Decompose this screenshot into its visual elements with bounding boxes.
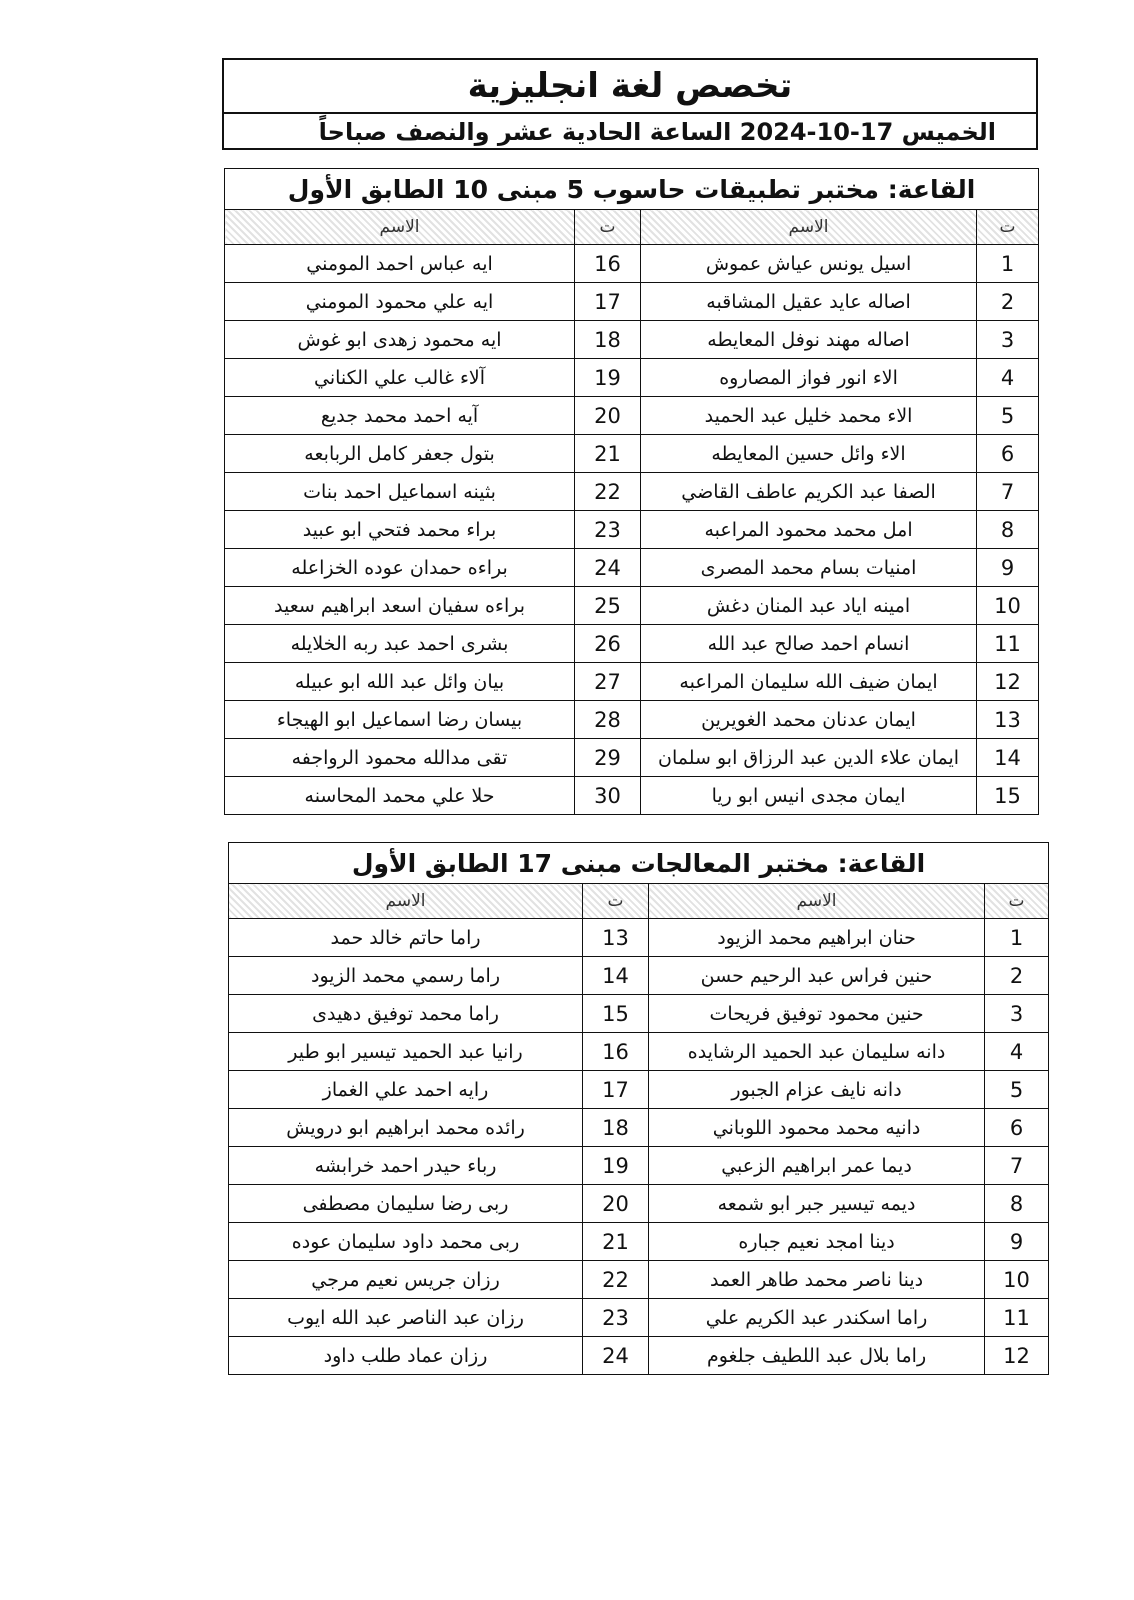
student-number: 20 (583, 1185, 649, 1223)
student-number: 7 (985, 1147, 1049, 1185)
table-row (229, 1223, 1049, 1261)
column-header-number: ت (583, 884, 649, 919)
student-number: 30 (575, 777, 641, 815)
student-name: دينا ناصر محمد طاهر العمد (649, 1261, 985, 1299)
table-row (225, 701, 1039, 739)
table-row (225, 777, 1039, 815)
column-header-number: ت (575, 210, 641, 245)
student-name: رايه احمد علي الغماز (229, 1071, 583, 1109)
table-row (229, 1071, 1049, 1109)
table-row (225, 549, 1039, 587)
student-name: ديمه تيسير جبر ابو شمعه (649, 1185, 985, 1223)
student-number: 8 (985, 1185, 1049, 1223)
student-number: 14 (583, 957, 649, 995)
student-number: 12 (977, 663, 1039, 701)
student-number: 14 (977, 739, 1039, 777)
table-row (225, 625, 1039, 663)
student-name: راما رسمي محمد الزيود (229, 957, 583, 995)
student-name: اسيل يونس عياش عموش (641, 245, 977, 283)
student-name: آلاء غالب علي الكناني (225, 359, 575, 397)
student-name: رزان جريس نعيم مرجي (229, 1261, 583, 1299)
student-number: 7 (977, 473, 1039, 511)
table-row (229, 1299, 1049, 1337)
student-number: 13 (583, 919, 649, 957)
table-row (229, 1147, 1049, 1185)
student-number: 19 (583, 1147, 649, 1185)
student-number: 3 (977, 321, 1039, 359)
student-number: 21 (583, 1223, 649, 1261)
table-row (229, 1185, 1049, 1223)
student-number: 20 (575, 397, 641, 435)
student-name: بتول جعفر كامل الربابعه (225, 435, 575, 473)
student-name: براءه حمدان عوده الخزاعله (225, 549, 575, 587)
student-name: ربى رضا سليمان مصطفى (229, 1185, 583, 1223)
student-name: دانيه محمد محمود اللوباني (649, 1109, 985, 1147)
column-header-number: ت (985, 884, 1049, 919)
student-number: 18 (583, 1109, 649, 1147)
student-name: حلا علي محمد المحاسنه (225, 777, 575, 815)
table-row (225, 739, 1039, 777)
table-row (229, 995, 1049, 1033)
student-number: 6 (977, 435, 1039, 473)
student-number: 23 (575, 511, 641, 549)
student-name: الاء وائل حسين المعايطه (641, 435, 977, 473)
student-name: راما بلال عبد اللطيف جلغوم (649, 1337, 985, 1375)
student-name: ايمان ضيف الله سليمان المراعبه (641, 663, 977, 701)
student-number: 11 (985, 1299, 1049, 1337)
table-row (225, 663, 1039, 701)
student-name: آيه احمد محمد جديع (225, 397, 575, 435)
student-number: 21 (575, 435, 641, 473)
student-number: 10 (985, 1261, 1049, 1299)
room-table-2 (228, 842, 1049, 1375)
table-row (225, 587, 1039, 625)
student-name: بيسان رضا اسماعيل ابو الهيجاء (225, 701, 575, 739)
student-name: ايمان مجدى انيس ابو ريا (641, 777, 977, 815)
student-name: اصاله عايد عقيل المشاقبه (641, 283, 977, 321)
table-row (229, 1261, 1049, 1299)
student-name: الاء انور فواز المصاروه (641, 359, 977, 397)
student-name: حنين فراس عبد الرحيم حسن (649, 957, 985, 995)
column-header-name: الاسم (225, 210, 575, 245)
table-row (229, 957, 1049, 995)
student-name: دانه نايف عزام الجبور (649, 1071, 985, 1109)
student-number: 9 (977, 549, 1039, 587)
exam-header (222, 58, 1038, 150)
student-name: حنين محمود توفيق فريحات (649, 995, 985, 1033)
student-number: 17 (583, 1071, 649, 1109)
student-name: ايمان عدنان محمد الغويرين (641, 701, 977, 739)
column-header-name: الاسم (641, 210, 977, 245)
student-name: راما حاتم خالد حمد (229, 919, 583, 957)
room-title: القاعة: مختبر المعالجات مبنى 17 الطابق الأول (229, 843, 1049, 884)
student-name: راما محمد توفيق دهيدى (229, 995, 583, 1033)
table-row (229, 1109, 1049, 1147)
student-name: ايه عباس احمد المومني (225, 245, 575, 283)
student-name: انسام احمد صالح عبد الله (641, 625, 977, 663)
student-number: 17 (575, 283, 641, 321)
student-name: بشرى احمد عبد ربه الخلايله (225, 625, 575, 663)
page-title: تخصص لغة انجليزية (224, 60, 1036, 114)
table-row (225, 359, 1039, 397)
student-name: ربى محمد داود سليمان عوده (229, 1223, 583, 1261)
student-number: 6 (985, 1109, 1049, 1147)
table-row (229, 1337, 1049, 1375)
student-name: رباء حيدر احمد خرابشه (229, 1147, 583, 1185)
table-row (225, 511, 1039, 549)
student-number: 4 (985, 1033, 1049, 1071)
student-number: 13 (977, 701, 1039, 739)
student-name: رانيا عبد الحميد تيسير ابو طير (229, 1033, 583, 1071)
student-number: 1 (977, 245, 1039, 283)
student-number: 27 (575, 663, 641, 701)
student-name: رزان عماد طلب داود (229, 1337, 583, 1375)
student-number: 28 (575, 701, 641, 739)
student-number: 23 (583, 1299, 649, 1337)
student-number: 15 (977, 777, 1039, 815)
student-number: 12 (985, 1337, 1049, 1375)
student-name: تقى مدالله محمود الرواجفه (225, 739, 575, 777)
student-name: دينا امجد نعيم جباره (649, 1223, 985, 1261)
student-number: 26 (575, 625, 641, 663)
table-row (229, 919, 1049, 957)
column-header-name: الاسم (229, 884, 583, 919)
room-title: القاعة: مختبر تطبيقات حاسوب 5 مبنى 10 الطابق الأول (225, 169, 1039, 210)
student-name: دانه سليمان عبد الحميد الرشايده (649, 1033, 985, 1071)
student-number: 2 (985, 957, 1049, 995)
student-number: 5 (977, 397, 1039, 435)
student-number: 16 (583, 1033, 649, 1071)
column-header-name: الاسم (649, 884, 985, 919)
student-name: امنيات بسام محمد المصرى (641, 549, 977, 587)
student-number: 19 (575, 359, 641, 397)
student-number: 11 (977, 625, 1039, 663)
table-row (225, 473, 1039, 511)
student-number: 22 (575, 473, 641, 511)
student-number: 18 (575, 321, 641, 359)
student-number: 1 (985, 919, 1049, 957)
student-name: امل محمد محمود المراعبه (641, 511, 977, 549)
student-name: ايمان علاء الدين عبد الرزاق ابو سلمان (641, 739, 977, 777)
student-name: ايه علي محمود المومني (225, 283, 575, 321)
student-name: امينه اياد عبد المنان دغش (641, 587, 977, 625)
student-number: 24 (575, 549, 641, 587)
student-name: الاء محمد خليل عبد الحميد (641, 397, 977, 435)
student-name: رائده محمد ابراهيم ابو درويش (229, 1109, 583, 1147)
room-table-1 (224, 168, 1039, 815)
table-row (225, 245, 1039, 283)
student-name: براء محمد فتحي ابو عبيد (225, 511, 575, 549)
student-number: 10 (977, 587, 1039, 625)
student-number: 16 (575, 245, 641, 283)
student-number: 2 (977, 283, 1039, 321)
student-number: 25 (575, 587, 641, 625)
student-name: بيان وائل عبد الله ابو عبيله (225, 663, 575, 701)
table-row (229, 1033, 1049, 1071)
student-name: حنان ابراهيم محمد الزيود (649, 919, 985, 957)
student-name: راما اسكندر عبد الكريم علي (649, 1299, 985, 1337)
student-number: 22 (583, 1261, 649, 1299)
table-row (225, 397, 1039, 435)
student-number: 8 (977, 511, 1039, 549)
table-row (225, 435, 1039, 473)
student-name: رزان عبد الناصر عبد الله ايوب (229, 1299, 583, 1337)
student-name: اصاله مهند نوفل المعايطه (641, 321, 977, 359)
column-header-number: ت (977, 210, 1039, 245)
table-row (225, 321, 1039, 359)
student-name: بثينه اسماعيل احمد بنات (225, 473, 575, 511)
table-row (225, 283, 1039, 321)
student-name: ديما عمر ابراهيم الزعبي (649, 1147, 985, 1185)
student-number: 15 (583, 995, 649, 1033)
exam-date-time: الخميس 17-10-2024 الساعة الحادية عشر والنصف صباحاً (318, 118, 996, 146)
student-number: 29 (575, 739, 641, 777)
student-name: الصفا عبد الكريم عاطف القاضي (641, 473, 977, 511)
student-number: 24 (583, 1337, 649, 1375)
student-number: 9 (985, 1223, 1049, 1261)
student-number: 4 (977, 359, 1039, 397)
student-number: 3 (985, 995, 1049, 1033)
student-name: براءه سفيان اسعد ابراهيم سعيد (225, 587, 575, 625)
student-name: ايه محمود زهدى ابو غوش (225, 321, 575, 359)
student-number: 5 (985, 1071, 1049, 1109)
